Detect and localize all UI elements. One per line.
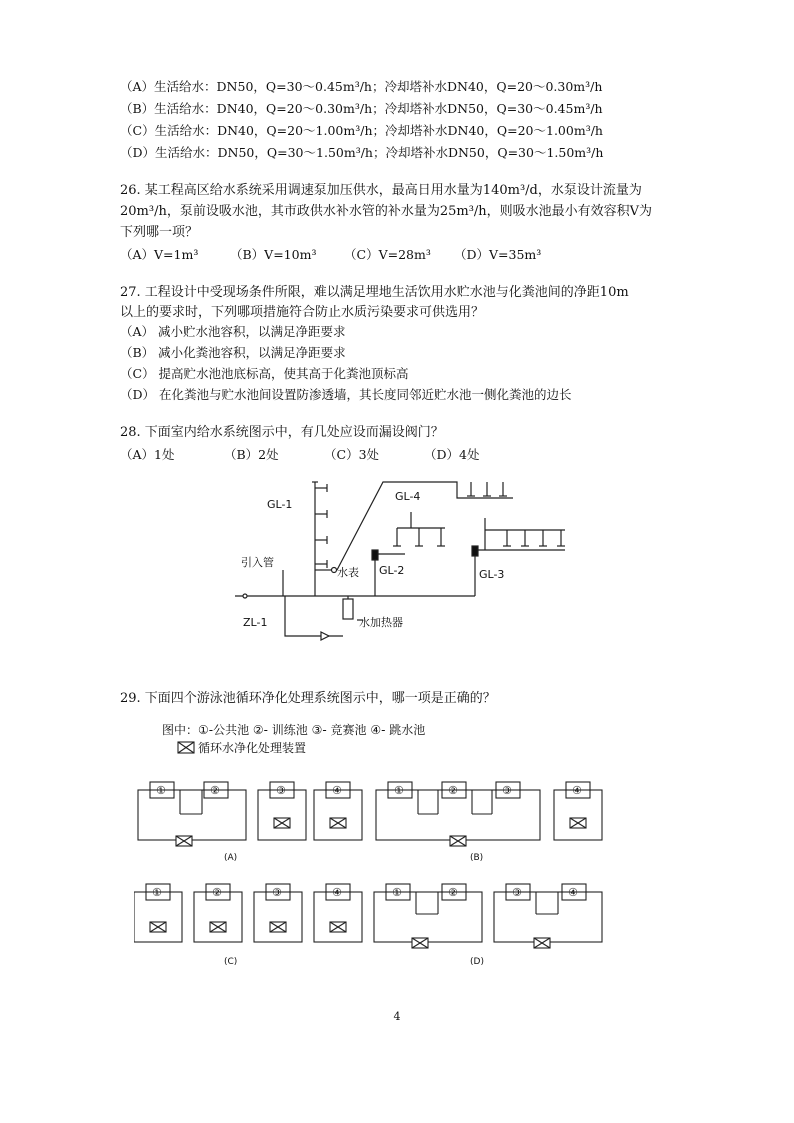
- pool-1-label: ①: [392, 886, 402, 899]
- label-c: (C): [224, 957, 238, 967]
- q28-option-c: （C）3处: [324, 447, 380, 462]
- q26-option-b: （B）V=10m³: [230, 247, 317, 262]
- q27-option-d: （D） 在化粪池与贮水池间设置防渗透墙，其长度同邻近贮水池一侧化粪池的边长: [120, 387, 572, 402]
- q26-line-3: 下列哪一项？: [120, 225, 199, 240]
- q29-question: 29. 下面四个游泳池循环净化处理系统图示中，哪一项是正确的？: [120, 691, 496, 706]
- pool-3-label: ③: [276, 784, 286, 797]
- q25-option-a: （A）生活给水：DN50，Q=30～0.45m³/h；冷却塔补水DN40，Q=20～0.30m³/h: [120, 79, 603, 94]
- q26-line-2: 20m³/h，泵前设吸水池，其市政供水补水管的补水量为25m³/h，则吸水池最小有效容积V为: [120, 204, 653, 219]
- pool-3-label: ③: [272, 886, 282, 899]
- q27-option-b: （B） 减小化粪池容积，以满足净距要求: [120, 345, 346, 360]
- option-a-diagram: [138, 782, 362, 863]
- q26-option-d: （D）V=35m³: [454, 247, 542, 262]
- zl1-label: ZL-1: [243, 616, 268, 629]
- q25-option-c: （C）生活给水：DN40，Q=20～1.00m³/h；冷却塔补水DN40，Q=20～1.00m³/h: [120, 123, 603, 138]
- q26-option-c: （C）V=28m³: [344, 247, 431, 262]
- pool-4-label: ④: [568, 886, 578, 899]
- pool-3-label: ③: [512, 886, 522, 899]
- label-b: (B): [470, 853, 484, 863]
- gl2-label: GL-2: [379, 564, 405, 577]
- pool-4-label: ④: [332, 784, 342, 797]
- pool-2-label: ②: [448, 784, 458, 797]
- pool-1-label: ①: [156, 784, 166, 797]
- inlet-label: 引入管: [241, 556, 274, 569]
- q25-option-b: （B）生活给水：DN40，Q=20～0.30m³/h；冷却塔补水DN50，Q=30～0.45m³/h: [120, 101, 603, 116]
- q28-options: [120, 445, 479, 463]
- pool-1-label: ①: [394, 784, 404, 797]
- pool-2-label: ②: [448, 886, 458, 899]
- gl3-label: GL-3: [479, 568, 505, 581]
- pool-4-label: ④: [572, 784, 582, 797]
- q28-option-a: （A）1处: [120, 447, 175, 462]
- q27-option-a: （A） 减小贮水池容积，以满足净距要求: [120, 324, 346, 339]
- pool-4-label: ④: [332, 886, 342, 899]
- q27-line-2: 以上的要求时，下列哪项措施符合防止水质污染要求可供选用？: [120, 305, 485, 320]
- q26-line-1: 26. 某工程高区给水系统采用调速泵加压供水，最高日用水量为140m³/d，水泵设计流量为: [120, 183, 642, 198]
- water-heater-icon: [343, 599, 353, 619]
- gl1-label: GL-1: [267, 498, 293, 511]
- meter-label: 水表: [337, 566, 359, 579]
- option-d-diagram: [374, 884, 602, 967]
- q28-option-b: （B）2处: [224, 447, 279, 462]
- q26-option-a: （A）V=1m³: [120, 247, 199, 262]
- heater-label: 水加热器: [359, 616, 403, 629]
- q28-option-d: （D）4处: [424, 447, 480, 462]
- water-meter-icon: [332, 568, 337, 573]
- pool-3-label: ③: [502, 784, 512, 797]
- pool-2-label: ②: [212, 886, 222, 899]
- option-b-diagram: [376, 782, 602, 863]
- check-valve-icon: [321, 632, 329, 640]
- pool-circulation-diagram: [134, 718, 608, 980]
- q28-question: 28. 下面室内给水系统图示中，有几处应设而漏设阀门？: [120, 425, 444, 440]
- q27-line-1: 27. 工程设计中受现场条件所限，难以满足埋地生活饮用水贮水池与化粪池间的净距10m: [120, 285, 629, 300]
- pool-legend: 图中：①-公共池 ②- 训练池 ③- 竞赛池 ④- 跳水池: [162, 723, 426, 737]
- pool-1-label: ①: [152, 886, 162, 899]
- zl1-pipe: [285, 596, 343, 636]
- page-number: 4: [393, 1010, 401, 1023]
- q25-option-d: （D）生活给水：DN50，Q=30～1.50m³/h；冷却塔补水DN50，Q=30～1.50m³/h: [120, 145, 604, 160]
- q26-options: [120, 245, 541, 263]
- treatment-legend: 循环水净化处理装置: [198, 741, 307, 755]
- q27-option-c: （C） 提高贮水池池底标高，使其高于化粪池顶标高: [120, 366, 409, 381]
- option-c-diagram: [134, 884, 362, 967]
- gl4-label: GL-4: [395, 490, 421, 503]
- label-d: (D): [470, 957, 484, 967]
- water-supply-diagram: [235, 470, 575, 650]
- pool-2-label: ②: [210, 784, 220, 797]
- label-a: (A): [224, 853, 238, 863]
